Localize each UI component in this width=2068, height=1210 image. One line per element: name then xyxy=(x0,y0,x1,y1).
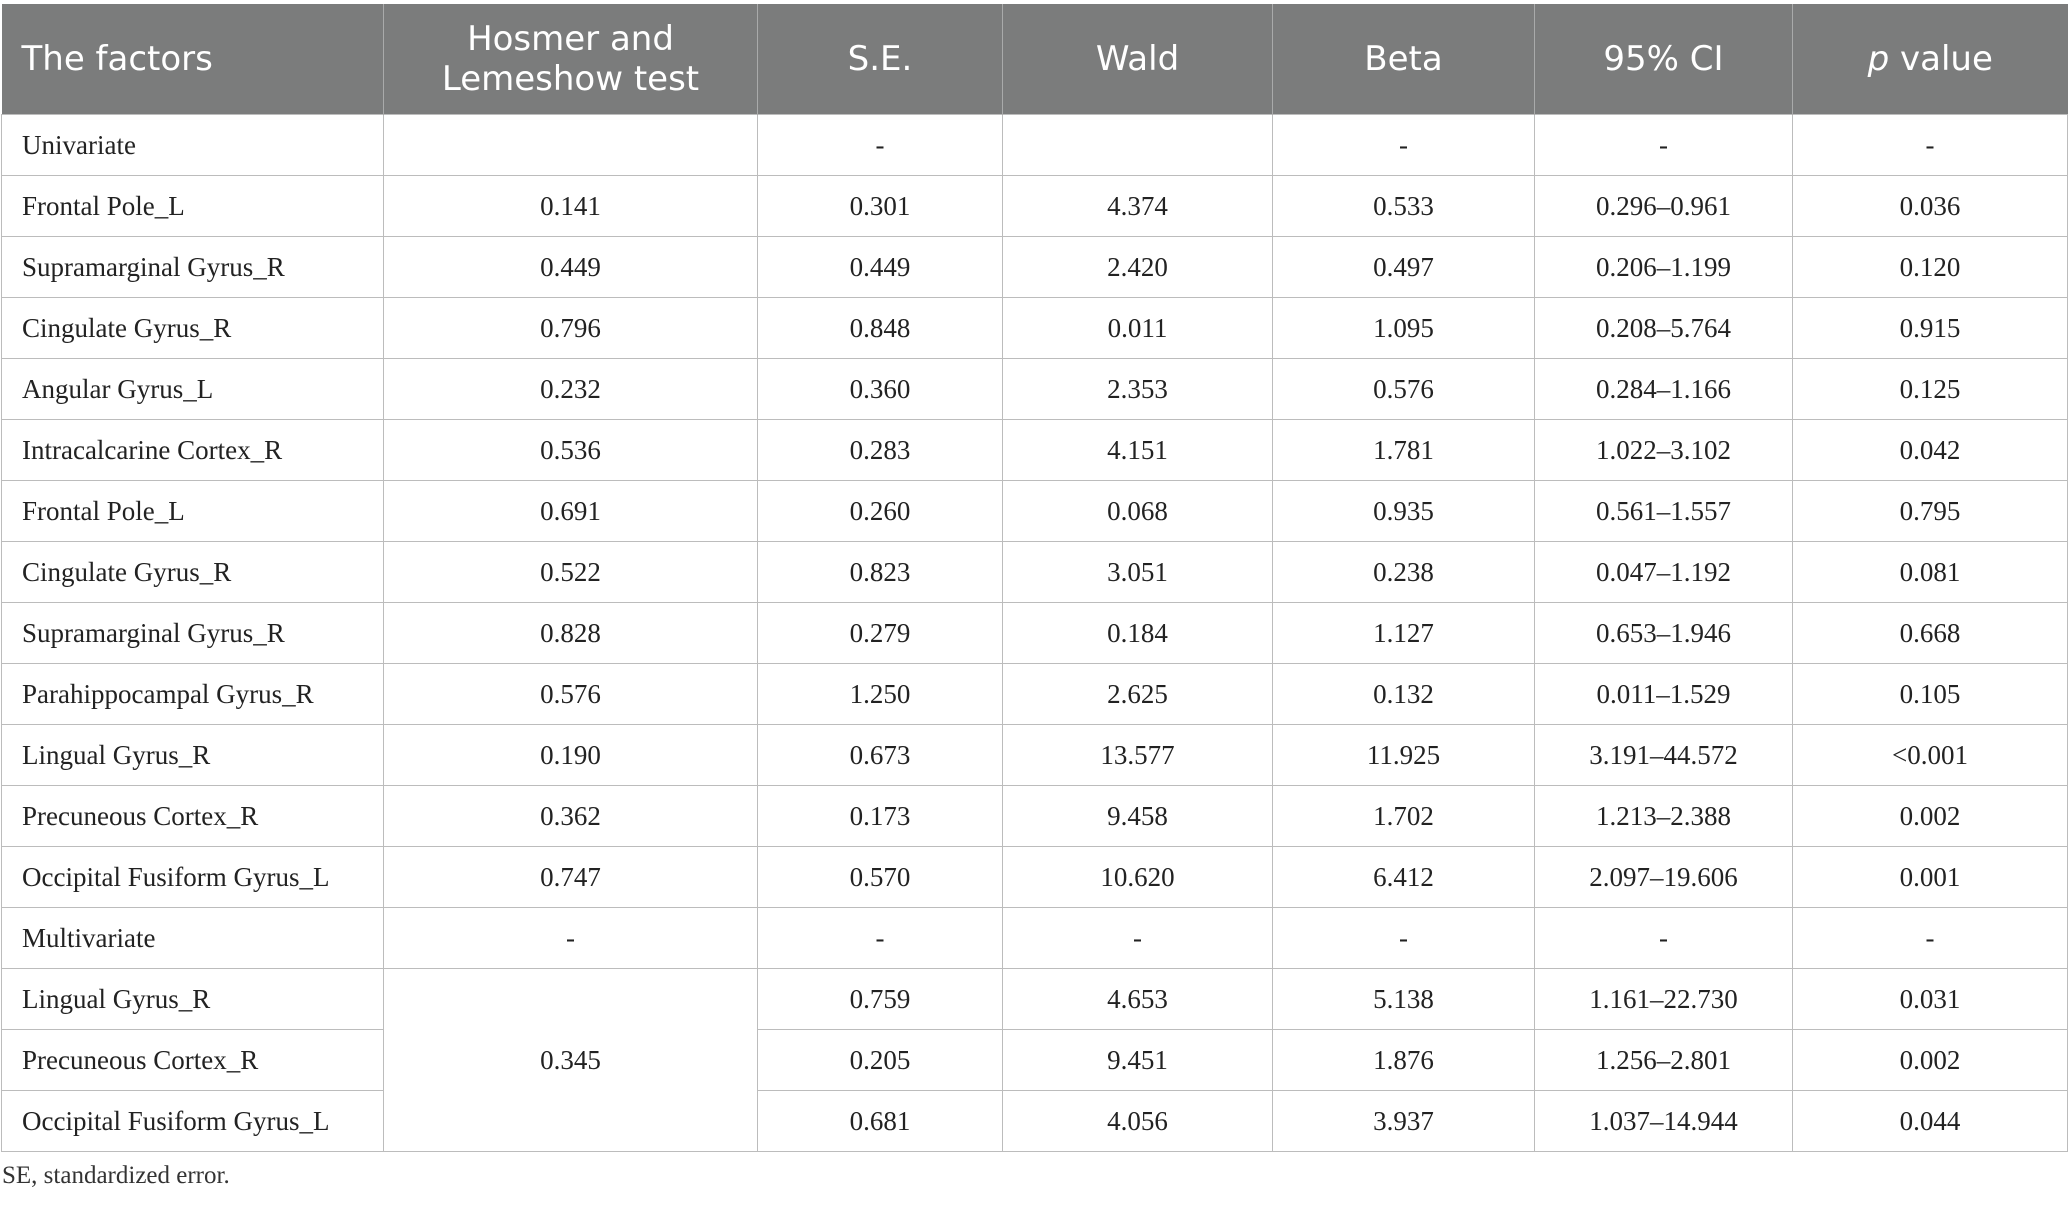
row-label: Precuneous Cortex_R xyxy=(2,1030,384,1091)
table-cell: 9.458 xyxy=(1003,786,1273,847)
row-label: Supramarginal Gyrus_R xyxy=(2,237,384,298)
row-label: Lingual Gyrus_R xyxy=(2,725,384,786)
row-label: Intracalcarine Cortex_R xyxy=(2,420,384,481)
row-label: Occipital Fusiform Gyrus_L xyxy=(2,1091,384,1152)
row-label: Multivariate xyxy=(2,908,384,969)
table-cell: 0.047–1.192 xyxy=(1535,542,1793,603)
table-cell: 0.002 xyxy=(1793,786,2068,847)
table-cell: - xyxy=(1793,115,2068,176)
table-cell: 0.002 xyxy=(1793,1030,2068,1091)
table-cell: 0.915 xyxy=(1793,298,2068,359)
header-wald: Wald xyxy=(1003,4,1273,115)
row-label: Cingulate Gyrus_R xyxy=(2,298,384,359)
table-cell: 0.132 xyxy=(1273,664,1535,725)
table-cell: - xyxy=(1535,908,1793,969)
table-cell: 1.250 xyxy=(758,664,1003,725)
table-cell: 0.497 xyxy=(1273,237,1535,298)
table-row xyxy=(2,176,2068,237)
table-row xyxy=(2,542,2068,603)
table-cell: - xyxy=(1793,908,2068,969)
table-cell: 4.056 xyxy=(1003,1091,1273,1152)
table-cell: 1.095 xyxy=(1273,298,1535,359)
table-row xyxy=(2,298,2068,359)
table-cell: 0.449 xyxy=(384,237,758,298)
table-cell: 1.022–3.102 xyxy=(1535,420,1793,481)
table-cell: 0.296–0.961 xyxy=(1535,176,1793,237)
table-cell: - xyxy=(758,115,1003,176)
table-row xyxy=(2,420,2068,481)
header-row xyxy=(2,4,2068,115)
table-cell: 2.353 xyxy=(1003,359,1273,420)
table-footnote: SE, standardized error. xyxy=(2,1162,230,1189)
table-row xyxy=(2,1091,2068,1152)
table-cell: 0.522 xyxy=(384,542,758,603)
table-row xyxy=(2,786,2068,847)
table-cell: 0.031 xyxy=(1793,969,2068,1030)
table-cell: 1.213–2.388 xyxy=(1535,786,1793,847)
table-cell: 1.127 xyxy=(1273,603,1535,664)
table-cell: 0.796 xyxy=(384,298,758,359)
table-cell: 0.301 xyxy=(758,176,1003,237)
table-cell xyxy=(1003,115,1273,176)
table-cell: 1.256–2.801 xyxy=(1535,1030,1793,1091)
table-cell: 0.173 xyxy=(758,786,1003,847)
row-label: Angular Gyrus_L xyxy=(2,359,384,420)
table-cell: 0.042 xyxy=(1793,420,2068,481)
table-cell: 0.653–1.946 xyxy=(1535,603,1793,664)
table-row xyxy=(2,359,2068,420)
table-cell: 0.576 xyxy=(1273,359,1535,420)
table-cell: 0.283 xyxy=(758,420,1003,481)
table-cell: 0.141 xyxy=(384,176,758,237)
table-cell: 0.238 xyxy=(1273,542,1535,603)
table-cell: 0.828 xyxy=(384,603,758,664)
table-cell: 0.360 xyxy=(758,359,1003,420)
table-cell: 0.795 xyxy=(1793,481,2068,542)
table-cell: 0.001 xyxy=(1793,847,2068,908)
multivariate-hosmer-lemeshow-cell: 0.345 xyxy=(384,969,758,1152)
table-cell: 10.620 xyxy=(1003,847,1273,908)
table-cell: 0.120 xyxy=(1793,237,2068,298)
table-cell: 0.068 xyxy=(1003,481,1273,542)
header-p-value xyxy=(1793,4,2068,115)
table-cell: - xyxy=(1273,115,1535,176)
table-cell: 0.747 xyxy=(384,847,758,908)
table-cell: - xyxy=(1273,908,1535,969)
table-header xyxy=(2,4,2068,115)
row-label: Precuneous Cortex_R xyxy=(2,786,384,847)
table-cell: 0.759 xyxy=(758,969,1003,1030)
header-p-italic: p xyxy=(1867,39,1890,79)
table-row xyxy=(2,664,2068,725)
row-label: Supramarginal Gyrus_R xyxy=(2,603,384,664)
header-hosmer-lemeshow: Hosmer and Lemeshow test xyxy=(384,4,758,115)
table-row xyxy=(2,725,2068,786)
table-cell: 0.044 xyxy=(1793,1091,2068,1152)
table-cell: 6.412 xyxy=(1273,847,1535,908)
table-cell: 0.848 xyxy=(758,298,1003,359)
table-cell: 4.151 xyxy=(1003,420,1273,481)
row-label: Occipital Fusiform Gyrus_L xyxy=(2,847,384,908)
table-cell: 0.533 xyxy=(1273,176,1535,237)
table-cell: 2.097–19.606 xyxy=(1535,847,1793,908)
table-cell: 0.362 xyxy=(384,786,758,847)
table-cell: 0.208–5.764 xyxy=(1535,298,1793,359)
row-label: Cingulate Gyrus_R xyxy=(2,542,384,603)
table-cell: 0.205 xyxy=(758,1030,1003,1091)
table-cell: 0.184 xyxy=(1003,603,1273,664)
table-cell: 0.673 xyxy=(758,725,1003,786)
table-cell: 2.625 xyxy=(1003,664,1273,725)
table-cell: 0.935 xyxy=(1273,481,1535,542)
table-row xyxy=(2,1030,2068,1091)
table-cell: - xyxy=(1535,115,1793,176)
header-factors: The factors xyxy=(2,4,384,115)
table-cell: 3.937 xyxy=(1273,1091,1535,1152)
table-cell: - xyxy=(384,908,758,969)
table-cell: 0.011 xyxy=(1003,298,1273,359)
header-ci: 95% CI xyxy=(1535,4,1793,115)
header-beta: Beta xyxy=(1273,4,1535,115)
table-cell: <0.001 xyxy=(1793,725,2068,786)
table-cell: 0.449 xyxy=(758,237,1003,298)
results-table xyxy=(1,4,2068,1152)
table-row xyxy=(2,115,2068,176)
table-cell: 0.011–1.529 xyxy=(1535,664,1793,725)
table-cell: 0.561–1.557 xyxy=(1535,481,1793,542)
table-cell: 1.781 xyxy=(1273,420,1535,481)
table-cell: 0.206–1.199 xyxy=(1535,237,1793,298)
table-cell: 0.279 xyxy=(758,603,1003,664)
table-cell: 1.702 xyxy=(1273,786,1535,847)
table-cell: 4.374 xyxy=(1003,176,1273,237)
table-cell: 0.081 xyxy=(1793,542,2068,603)
table-cell: 1.876 xyxy=(1273,1030,1535,1091)
table-row xyxy=(2,847,2068,908)
table-cell: 3.191–44.572 xyxy=(1535,725,1793,786)
table-cell: 0.536 xyxy=(384,420,758,481)
row-label: Frontal Pole_L xyxy=(2,176,384,237)
table-body xyxy=(2,115,2068,1152)
row-label: Lingual Gyrus_R xyxy=(2,969,384,1030)
table-cell: 0.823 xyxy=(758,542,1003,603)
table-row xyxy=(2,481,2068,542)
table-cell: 5.138 xyxy=(1273,969,1535,1030)
table-cell: 0.260 xyxy=(758,481,1003,542)
header-p-rest: value xyxy=(1889,39,1993,79)
table-cell: 1.037–14.944 xyxy=(1535,1091,1793,1152)
table-cell: 0.125 xyxy=(1793,359,2068,420)
table-cell: 3.051 xyxy=(1003,542,1273,603)
table-row xyxy=(2,237,2068,298)
header-se: S.E. xyxy=(758,4,1003,115)
table-cell: 1.161–22.730 xyxy=(1535,969,1793,1030)
table-cell: 0.232 xyxy=(384,359,758,420)
table-cell: 0.036 xyxy=(1793,176,2068,237)
table-cell: 11.925 xyxy=(1273,725,1535,786)
table-cell: 2.420 xyxy=(1003,237,1273,298)
table-cell: - xyxy=(758,908,1003,969)
table-row xyxy=(2,908,2068,969)
table-cell xyxy=(384,115,758,176)
table-cell: 0.105 xyxy=(1793,664,2068,725)
table-cell: 0.576 xyxy=(384,664,758,725)
table-cell: 4.653 xyxy=(1003,969,1273,1030)
table-row xyxy=(2,969,2068,1030)
table-cell: 0.681 xyxy=(758,1091,1003,1152)
table-cell: 9.451 xyxy=(1003,1030,1273,1091)
table-cell: 0.284–1.166 xyxy=(1535,359,1793,420)
table-cell: - xyxy=(1003,908,1273,969)
table-cell: 13.577 xyxy=(1003,725,1273,786)
row-label: Frontal Pole_L xyxy=(2,481,384,542)
table-row xyxy=(2,603,2068,664)
table-cell: 0.570 xyxy=(758,847,1003,908)
table-cell: 0.668 xyxy=(1793,603,2068,664)
table-cell: 0.691 xyxy=(384,481,758,542)
row-label: Parahippocampal Gyrus_R xyxy=(2,664,384,725)
row-label: Univariate xyxy=(2,115,384,176)
table-cell: 0.190 xyxy=(384,725,758,786)
